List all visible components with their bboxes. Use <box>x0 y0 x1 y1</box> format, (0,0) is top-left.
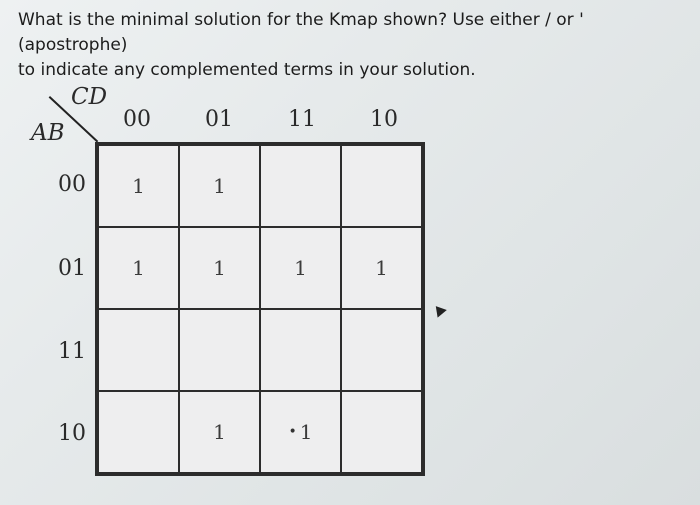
kmap-cell-ab01-cd01: 1 <box>179 227 260 309</box>
row-label-00: 00 <box>58 172 86 197</box>
mouse-pointer-icon <box>431 302 447 317</box>
kmap-cell-ab00-cd00: 1 <box>98 145 179 227</box>
kmap-grid <box>95 142 425 476</box>
kmap-cell-ab10-cd11: 1 <box>299 420 313 444</box>
column-label-00: 00 <box>123 107 151 132</box>
row-label-11: 11 <box>58 339 86 364</box>
question-line-2: to indicate any complemented terms in your solution. <box>18 60 476 80</box>
row-label-01: 01 <box>58 256 86 281</box>
row-variable-label: AB <box>31 120 65 146</box>
kmap-cell-ab00-cd11 <box>260 145 341 227</box>
column-variable-label: CD <box>71 84 108 110</box>
kmap-cell-ab11-cd01 <box>179 309 260 391</box>
kmap-cell-ab00-cd10 <box>341 145 422 227</box>
kmap-cell-ab11-cd11 <box>260 309 341 391</box>
kmap-cell-ab01-cd10: 1 <box>341 227 422 309</box>
kmap-cell-ab01-cd11: 1 <box>260 227 341 309</box>
kmap-cell-ab10-cd01: 1 <box>179 391 260 473</box>
row-label-10: 10 <box>58 421 86 446</box>
kmap-cell-ab01-cd00: 1 <box>98 227 179 309</box>
kmap-cell-ab10-cd11-wrap <box>260 391 341 473</box>
stray-dot-mark: • <box>288 424 297 440</box>
kmap-cell-ab10-cd10 <box>341 391 422 473</box>
column-label-11: 11 <box>288 107 316 132</box>
column-label-10: 10 <box>370 107 398 132</box>
column-label-01: 01 <box>205 107 233 132</box>
kmap-cell-ab00-cd01: 1 <box>179 145 260 227</box>
kmap-cell-ab11-cd10 <box>341 309 422 391</box>
question-line-1: What is the minimal solution for the Kmap shown? Use either / or ' (apostrophe) <box>18 10 584 55</box>
question-text <box>18 8 694 83</box>
kmap-cell-ab11-cd00 <box>98 309 179 391</box>
kmap-cell-ab10-cd00 <box>98 391 179 473</box>
